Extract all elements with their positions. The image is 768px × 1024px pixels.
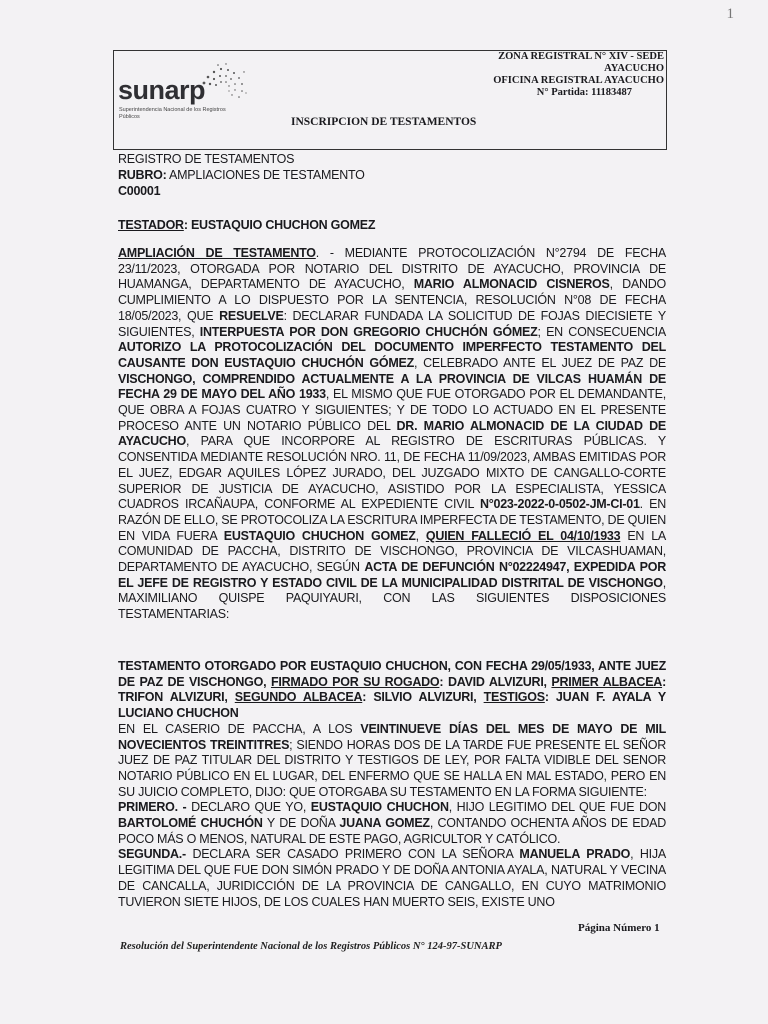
text-run: EN LA COMUNIDAD DE PACCHA, DISTRITO DE VISCHONGO, PROVINCIA DE VILCASHUAMAN, DEPARTAMENTO DE AYACUCHO, SEGÚN (118, 528, 667, 575)
document-title: INSCRIPCION DE TESTAMENTOS (291, 116, 477, 128)
office-line: OFICINA REGISTRAL AYACUCHO (493, 75, 664, 86)
text-run: DECLARO QUE YO, (186, 800, 311, 815)
text-run: EN EL CASERIO DE PACCHA, A LOS (118, 721, 361, 736)
rich-paragraph (118, 659, 666, 910)
text-run: , HIJO LEGITIMO DEL QUE FUE DON (448, 800, 667, 815)
text-run: : SILVIO ALVIZURI, (362, 690, 484, 705)
text-run: VEINTINUEVE DÍAS DEL MES DE MAYO DE MIL NOVECIENTOS TREINTITRES (118, 721, 666, 752)
text-run: , PARA QUE INCORPORE AL REGISTRO DE ESCRITURAS PÚBLICAS. Y CONSENTIDA MEDIANTE RESOLUCIÓN NRO. 11, DE FECHA 11/09/2023, AMBAS EMITIDAS POR EL JUEZ, EDGAR AQUILES LÓPEZ JURADO, DEL JUZGADO MIXTO DE CANGALLO-CORTE SUPERIOR DE JUSTICIA DE AYACUCHO, ASISTIDO POR LA ESPECIALISTA, YESSICA CUADROS IRCAÑAUPA, CONFORME AL EXPEDIENTE CIVIL (118, 434, 666, 512)
sunarp-logo (118, 65, 248, 125)
text-run: INTERPUESTA POR DON GREGORIO CHUCHÓN GÓMEZ (199, 324, 538, 339)
text-run: PRIMERO. - (118, 800, 187, 815)
registry-name: REGISTRO DE TESTAMENTOS (118, 152, 295, 166)
text-run: , CONTANDO OCHENTA AÑOS DE EDAD POCO MÁS O MENOS, NATURAL DE ESTE PAGO, AGRICULTOR Y CATÓLICO. (118, 816, 666, 846)
text-run: TESTIGOS (483, 690, 545, 705)
text-run: PRIMER ALBACEA (551, 674, 663, 689)
text-run: DECLARA SER CASADO PRIMERO CON LA SEÑORA (185, 847, 520, 862)
text-run: , CELEBRADO ANTE EL JUEZ DE PAZ DE (413, 355, 666, 370)
text-run: , MAXIMILIANO QUISPE PAQUIYAURI, CON LAS SIGUIENTES DISPOSICIONES TESTAMENTARIAS: (118, 575, 666, 622)
testator-name: : EUSTAQUIO CHUCHON GOMEZ (183, 218, 376, 232)
text-run: VISCHONGO, COMPRENDIDO ACTUALMENTE A LA PROVINCIA DE VILCAS HUAMÁN DE FECHA 29 DE MAYO DEL AÑO 1933 (118, 371, 666, 402)
testament-paragraph (118, 659, 666, 910)
text-run: SEGUNDA.- (118, 847, 186, 862)
text-run: , EL MISMO QUE FUE OTORGADO POR EL DEMANDANTE, QUE OBRA A FOJAS CUATRO Y SIGUIENTES; Y DE TODO LO ACTUADO EN EL PRESENTE PROCESO ANTE UN NOTARIO PÚBLICO DEL (118, 387, 666, 433)
text-run: EUSTAQUIO CHUCHON GOMEZ (223, 528, 416, 543)
text-run: BARTOLOMÉ CHUCHÓN (118, 816, 263, 831)
text-run: N°023-2022-0-0502-JM-CI-01 (479, 497, 640, 512)
text-run: : DAVID ALVIZURI, (439, 674, 552, 689)
text-run: . - MEDIANTE PROTOCOLIZACIÓN N°2794 DE FECHA 23/11/2023, OTORGADA POR NOTARIO DEL DISTRITO DE AYACUCHO, PROVINCIA DE HUAMANGA, DEPARTAMENTO DE AYACUCHO, (118, 246, 666, 292)
text-run: MANUELA PRADO (519, 847, 631, 862)
text-run: AMPLIACIÓN DE TESTAMENTO (118, 246, 316, 260)
rubro-value: AMPLIACIONES DE TESTAMENTO (166, 167, 365, 182)
text-run: , (415, 528, 426, 543)
text-run: TESTAMENTO OTORGADO POR EUSTAQUIO CHUCHON, CON FECHA 29/05/1933, ANTE JUEZ DE PAZ DE VISCHONGO, (118, 659, 666, 689)
rich-paragraph (118, 246, 666, 623)
text-run: ; SIENDO HORAS DOS DE LA TARDE FUE PRESENTE EL SEÑOR JUEZ DE PAZ TITULAR DEL DISTRITO Y TESTIGOS DE LEY, POR FALTA VIDIBLE DEL SENOR NOTARIO PÚBLICO EN EL LUGAR, DEL ENFERMO QUE SE HALLA EN MAL ESTADO, PERO EN SU JUICIO COMPLETO, DIJO: QUE OTORGABA SU TESTAMENTO EN LA FORMA SIGUIENTE: (118, 737, 666, 799)
document-header (113, 50, 667, 150)
text-run: . EN RAZÓN DE ELLO, SE PROTOCOLIZA LA ESCRITURA IMPERFECTA DE TESTAMENTO, DE QUIEN EN VIDA FUERA (118, 497, 667, 543)
text-run: ; EN CONSECUENCIA (537, 324, 666, 339)
text-run: : JUAN F. AYALA Y LUCIANO CHUCHON (118, 690, 666, 721)
text-run: : TRIFON ALVIZURI, (118, 674, 666, 705)
testator-label: TESTADOR (118, 218, 184, 232)
rubro-label: RUBRO: (118, 167, 167, 182)
logo-wordmark: sunarp (118, 75, 206, 105)
text-run: SEGUNDO ALBACEA (234, 690, 363, 705)
office-line: ZONA REGISTRAL N° XIV - SEDE (498, 51, 664, 62)
text-run: EUSTAQUIO CHUCHON (310, 800, 449, 815)
registry-meta (118, 152, 666, 199)
text-run: Y DE DOÑA (262, 816, 340, 831)
text-run: RESUELVE (219, 308, 284, 323)
text-run: FIRMADO POR SU ROGADO (270, 674, 440, 689)
text-run: JUANA GOMEZ (339, 816, 430, 831)
footer-resolution: Resolución del Superintendente Nacional de los Registros Públicos N° 124-97-SUNARP (120, 941, 502, 952)
text-run: DR. MARIO ALMONACID DE LA CIUDAD DE AYACUCHO (118, 418, 666, 449)
testator-line (118, 218, 666, 234)
rubro-line (118, 168, 666, 184)
office-line: AYACUCHO (604, 63, 664, 74)
handwritten-page-number: 1 (726, 6, 734, 22)
logo-subtitle: Superintendencia Nacional de los Registros Públicos (119, 107, 226, 120)
partida-number: N° Partida: 11183487 (536, 87, 632, 98)
page-number: Página Número 1 (578, 922, 660, 934)
text-run: AUTORIZO LA PROTOCOLIZACIÓN DEL DOCUMENTO IMPERFECTO TESTAMENTO DEL CAUSANTE DON EUSTAQUIO CHUCHÓN GÓMEZ (118, 340, 666, 370)
record-code: C00001 (118, 183, 161, 198)
text-run: , DANDO CUMPLIMIENTO A LO DISPUESTO POR LA SENTENCIA, RESOLUCIÓN N°08 DE FECHA 18/05/2023, QUE (118, 277, 666, 323)
text-run: ACTA DE DEFUNCIÓN N°02224947, EXPEDIDA POR EL JEFE DE REGISTRO Y ESTADO CIVIL DE LA MUNICIPALIDAD DISTRITAL DE VISCHONGO (118, 560, 667, 590)
text-run: , HIJA LEGITIMA DEL QUE FUE DON SIMÓN PRADO Y DE DOÑA ANTONIA AYALA, NATURAL Y VECINA DE CANCALLA, JURIDICCIÓN DE LA PROVINCIA DE CANGALLO, EN CUYO MATRIMONIO TUVIERON SIETE HIJOS, DE LOS CUALES HAN MUERTO SEIS, EXISTE UNO (118, 847, 666, 909)
ampliacion-paragraph (118, 246, 666, 623)
text-run: MARIO ALMONACID CISNEROS (413, 277, 610, 292)
registry-office-info (493, 51, 664, 99)
text-run: : DECLARAR FUNDADA LA SOLICITUD DE FOJAS DIECISIETE Y SIGUIENTES, (118, 308, 666, 339)
text-run: QUIEN FALLECIÓ EL 04/10/1933 (425, 528, 621, 543)
